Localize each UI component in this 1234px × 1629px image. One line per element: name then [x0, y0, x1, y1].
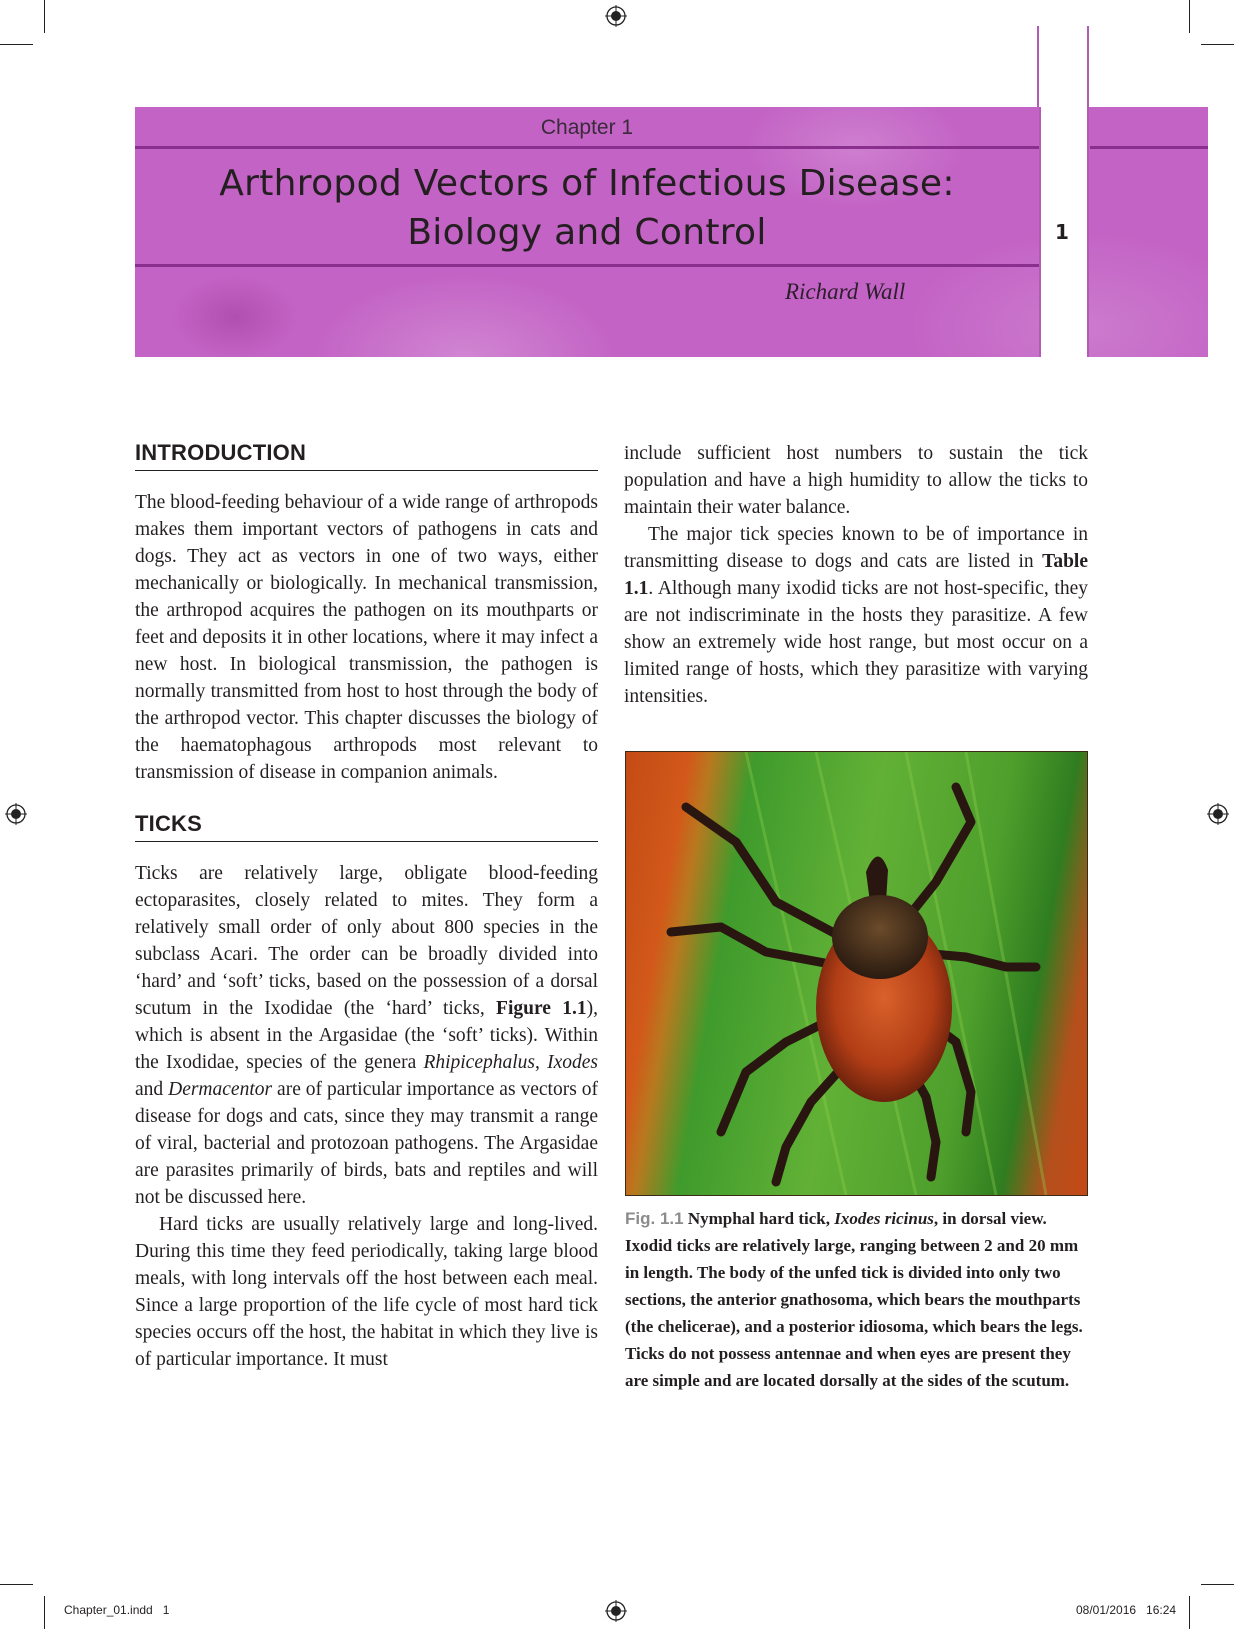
text-run: , [535, 1052, 548, 1073]
footer-timestamp: 08/01/2016 16:24 [1076, 1603, 1177, 1617]
intro-paragraph: The blood-feeding behaviour of a wide range of arthropods makes them important vectors of pathogens in cats and dogs. They act as vectors in one of two ways, either mechanically or biologically. In mechanical transmission, the arthropod acquires the pathogen on its mouthparts or feet and deposits it in other locations, where it may infect a new host. In biological transmission, the pathogen is normally transmitted from host to host through the body of the arthropod vector. This chapter discusses the biology of the haematophagous arthropods most relevant to transmission of disease in companion animals. [135, 492, 598, 783]
figure-label: Fig. 1.1 [625, 1209, 684, 1228]
habitat-paragraph: include sufficient host numbers to sustain the tick population and have a high humidity to allow the ticks to maintain their water balance. [624, 443, 1088, 518]
figure-reference: Figure 1.1 [496, 998, 587, 1019]
banner-rule [135, 264, 1039, 267]
text-run: The major tick species known to be of importance in transmitting disease to dogs and cats are listed in [624, 524, 1088, 572]
crop-mark [1189, 1596, 1190, 1629]
genus-name: Ixodes [547, 1052, 598, 1073]
crop-mark [1189, 0, 1190, 33]
crop-mark [1201, 1584, 1234, 1585]
chapter-label: Chapter 1 [540, 116, 634, 139]
ticks-paragraph [135, 860, 598, 1211]
right-column [624, 440, 1088, 710]
registration-mark-icon [605, 5, 627, 27]
registration-mark-icon [5, 803, 27, 825]
table-reference: Table 1.1 [624, 551, 1088, 599]
chapter-title-line: Biology and Control [407, 212, 767, 253]
genus-name: Rhipicephalus [423, 1052, 536, 1073]
registration-mark-icon [1207, 803, 1229, 825]
text-run: . Although many ixodid ticks are not host-specific, they are not indiscriminate in the hosts they parasitize. A few show an extremely wide host range, but most occur on a limited range of hosts, which they parasitize with varying intensities. [624, 578, 1088, 707]
tab-rule [1087, 26, 1089, 108]
section-heading-ticks: TICKS [135, 811, 598, 842]
text-run: are of particular importance as vectors of disease for dogs and cats, since they may transmit a range of viral, bacterial and protozoan pathogens. The Argasidae are parasites primarily of birds, bats and reptiles and will not be discussed here. [135, 1079, 599, 1208]
text-run: and [135, 1079, 169, 1100]
crop-mark [0, 1584, 33, 1585]
registration-mark-icon [605, 1600, 627, 1622]
figure-caption [625, 1205, 1088, 1394]
banner-rule [135, 146, 1039, 149]
tick-species-paragraph [624, 521, 1088, 710]
footer-file-slug: Chapter_01.indd 1 [64, 1603, 170, 1617]
author-name: Richard Wall [785, 279, 906, 304]
text-run: Nymphal hard tick, [683, 1209, 835, 1228]
text-run: ), which is absent in the Argasidae (the ‘soft’ ticks). Within the Ixodidae, species of the genera [135, 998, 598, 1073]
species-name: Ixodes ricinus [834, 1209, 934, 1228]
tab-rule [1037, 26, 1039, 108]
crop-mark [0, 44, 33, 45]
page-number: 1 [1055, 220, 1069, 244]
chapter-title-line: Arthropod Vectors of Infectious Disease: [219, 163, 955, 204]
text-run: Ticks are relatively large, obligate blood-feeding ectoparasites, closely related to mites. They form a relatively small order of only about 800 species in the subclass Acari. The order can be broadly divided into ‘hard’ and ‘soft’ ticks, based on the possession of a dorsal scutum in the Ixodidae (the ‘hard’ ticks, [135, 863, 598, 1019]
tick-photo [625, 751, 1088, 1196]
tick-illustration [626, 752, 1087, 1195]
hard-ticks-paragraph: Hard ticks are usually relatively large and long-lived. During this time they feed periodically, taking large blood meals, with long intervals off the host between each meal. Since a large proportion of the life cycle of most hard tick species occurs off the host, the habitat in which they live is of particular importance. It must [135, 1214, 598, 1370]
genus-name: Dermacentor [168, 1079, 273, 1100]
crop-mark [44, 1596, 45, 1629]
banner-rule [1090, 146, 1208, 149]
chapter-banner [135, 107, 1208, 357]
crop-mark [44, 0, 45, 33]
left-column [135, 440, 598, 1373]
section-heading-introduction: INTRODUCTION [135, 440, 598, 471]
crop-mark [1201, 44, 1234, 45]
chapter-title [135, 159, 1039, 257]
text-run: , in dorsal view. Ixodid ticks are relatively large, ranging between 2 and 20 mm in length. The body of the unfed tick is divided into only two sections, the anterior gnathosoma, which bears the mouthparts (the chelicerae), and a posterior idiosoma, which bears the legs. Ticks do not possess antennae and when eyes are present they are simple and are located dorsally at the sides of the scutum. [625, 1209, 1083, 1390]
